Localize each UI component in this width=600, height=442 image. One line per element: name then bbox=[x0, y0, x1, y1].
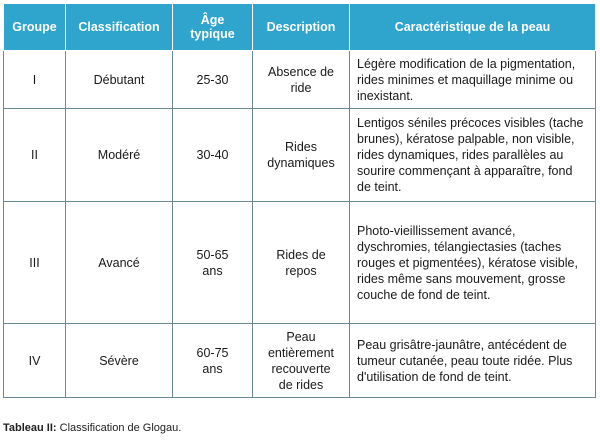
cell-caracteristique: Peau grisâtre-jaunâtre, antécédent de tumeur cutanée, peau toute ridée. Plus d'utilisation de fond de teint. bbox=[350, 324, 596, 398]
table-row bbox=[4, 109, 596, 202]
glogau-classification-table bbox=[3, 3, 596, 398]
caption-label: Tableau II: bbox=[3, 422, 57, 434]
cell-classification: Modéré bbox=[66, 109, 173, 202]
cell-caracteristique: Photo-vieillissement avancé, dyschromies, télangiectasies (taches rouges et pigmentées), kératose visible, rides même sans mouvement, grosse couche de fond de teint. bbox=[350, 202, 596, 324]
table-row bbox=[4, 202, 596, 324]
cell-caracteristique: Lentigos séniles précoces visibles (tache brunes), kératose palpable, non visible, rides dynamiques, rides parallèles au sourire commençant à apparaître, fond de teint. bbox=[350, 109, 596, 202]
cell-classification: Débutant bbox=[66, 51, 173, 109]
header-age-text: Âge typique bbox=[190, 12, 235, 41]
caption-text: Classification de Glogau. bbox=[56, 422, 182, 434]
cell-classification: Avancé bbox=[66, 202, 173, 324]
cell-caracteristique: Légère modification de la pigmentation, rides minimes et maquillage minime ou inexistant. bbox=[350, 51, 596, 109]
cell-description: Rides dynamiques bbox=[253, 109, 350, 202]
header-description: Description bbox=[253, 4, 350, 51]
cell-age: 30-40 bbox=[173, 109, 253, 202]
table-row bbox=[4, 324, 596, 398]
cell-groupe: I bbox=[4, 51, 66, 109]
cell-groupe: IV bbox=[4, 324, 66, 398]
cell-age: 25-30 bbox=[173, 51, 253, 109]
header-age bbox=[173, 4, 253, 51]
cell-age: 50-65 ans bbox=[173, 202, 253, 324]
table-header-row bbox=[4, 4, 596, 51]
table-caption bbox=[3, 422, 181, 434]
cell-description: Peau entièrement recouverte de rides bbox=[253, 324, 350, 398]
cell-age: 60-75 ans bbox=[173, 324, 253, 398]
cell-description: Absence de ride bbox=[253, 51, 350, 109]
header-classification: Classification bbox=[66, 4, 173, 51]
header-caracteristique: Caractéristique de la peau bbox=[350, 4, 596, 51]
header-groupe: Groupe bbox=[4, 4, 66, 51]
glogau-table-container bbox=[3, 3, 595, 398]
cell-classification: Sévère bbox=[66, 324, 173, 398]
cell-description: Rides de repos bbox=[253, 202, 350, 324]
table-row bbox=[4, 51, 596, 109]
cell-groupe: II bbox=[4, 109, 66, 202]
cell-groupe: III bbox=[4, 202, 66, 324]
